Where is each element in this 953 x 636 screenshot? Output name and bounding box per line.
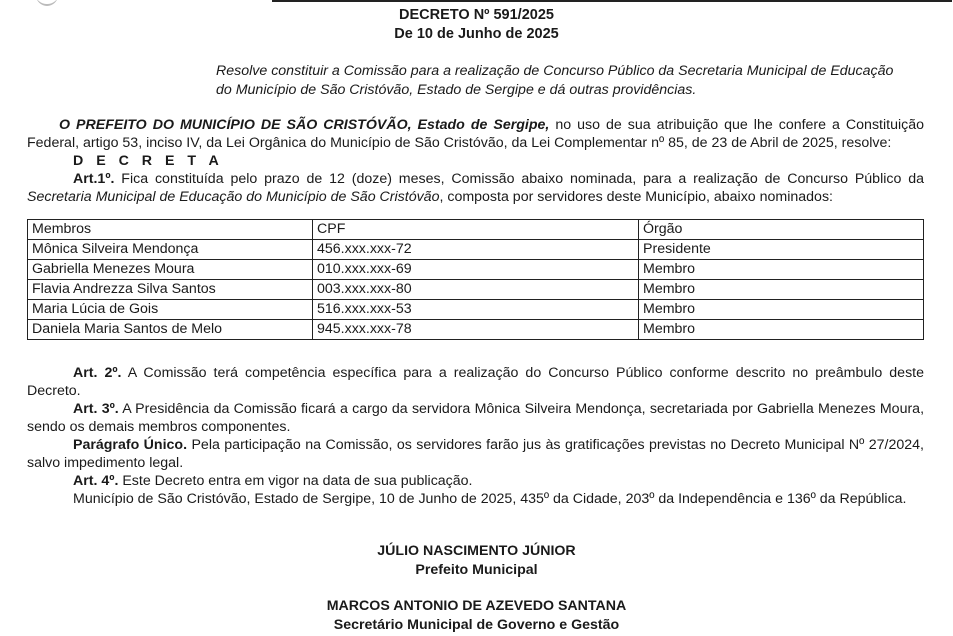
preamble-lead: O PREFEITO DO MUNICÍPIO DE SÃO CRISTÓVÃO, Estado de Sergipe,	[59, 117, 550, 133]
closing-text: Município de São Cristóvão, Estado de Sergipe, 10 de Junho de 2025, 435º da Cidade, 203º da Independência e 136º da República.	[73, 491, 907, 507]
preamble	[27, 116, 924, 152]
closing-line	[27, 490, 924, 508]
cell-cpf: 010.xxx.xxx-69	[313, 260, 639, 280]
decreta: D E C R E T A	[73, 153, 224, 169]
signature-role: Prefeito Municipal	[415, 562, 538, 578]
decree-title: DECRETO Nº 591/2025	[399, 7, 554, 23]
top-rule	[272, 0, 952, 2]
art1-label: Art.1º.	[73, 171, 115, 187]
table-row	[28, 300, 924, 320]
cell-cpf: 456.xxx.xxx-72	[313, 240, 639, 260]
paragrafo-unico	[27, 436, 924, 472]
art1	[27, 170, 924, 206]
cell-cpf: 003.xxx.xxx-80	[313, 280, 639, 300]
paragrafo-label: Parágrafo Único.	[73, 437, 188, 453]
signature-name: JÚLIO NASCIMENTO JÚNIOR	[377, 543, 576, 559]
art3-text: A Presidência da Comissão ficará a cargo da servidora Mônica Silveira Mendonça, secretariada por Gabriella Menezes Moura, sendo os demais membros componentes.	[27, 401, 925, 435]
signature-name: MARCOS ANTONIO DE AZEVEDO SANTANA	[326, 598, 627, 614]
art4-label: Art. 4º.	[73, 473, 119, 489]
header-cpf: CPF	[313, 220, 639, 240]
art2-text: A Comissão terá competência específica para a realização do Concurso Público conforme descrito no preâmbulo deste Decreto.	[27, 365, 925, 399]
table-row	[28, 260, 924, 280]
paragrafo-text: Pela participação na Comissão, os servidores farão jus às gratificações previstas no Decreto Municipal Nº 27/2024, salvo impedimento legal.	[27, 437, 925, 471]
art3-label: Art. 3º.	[73, 401, 119, 417]
cell-role: Membro	[639, 280, 924, 300]
preamble-text: no uso de sua atribuição que lhe confere a Constituição Federal, artigo 53, inciso IV, da Lei Orgânica do Município de São Cristóvão, da Lei Complementar nº 85, de 23 de Abril de 2025, resolve:	[27, 117, 924, 151]
cell-cpf: 516.xxx.xxx-53	[313, 300, 639, 320]
art2	[27, 364, 924, 400]
art4	[27, 472, 924, 490]
ementa	[216, 62, 924, 99]
art1-text-b: , composta por servidores deste Município, abaixo nominados:	[439, 189, 833, 205]
cell-role: Membro	[639, 260, 924, 280]
signature-role: Secretário Municipal de Governo e Gestão	[333, 617, 620, 633]
table-row	[28, 280, 924, 300]
cell-cpf: 945.xxx.xxx-78	[313, 320, 639, 340]
ementa-line-2: do Município de São Cristóvão, Estado de Sergipe e dá outras providências.	[216, 81, 697, 98]
decreta-line	[27, 152, 924, 170]
header-membros: Membros	[28, 220, 313, 240]
cell-role: Membro	[639, 300, 924, 320]
cell-name: Maria Lúcia de Gois	[28, 300, 313, 320]
members-table	[27, 219, 924, 340]
art1-text-a: Fica constituída pelo prazo de 12 (doze) meses, Comissão abaixo nominada, para a realização de Concurso Público da	[114, 171, 924, 187]
cell-name: Flavia Andrezza Silva Santos	[28, 280, 313, 300]
cell-name: Daniela Maria Santos de Melo	[28, 320, 313, 340]
cell-name: Mônica Silveira Mendonça	[28, 240, 313, 260]
cell-role: Membro	[639, 320, 924, 340]
art3	[27, 400, 924, 436]
header-orgao: Órgão	[639, 220, 924, 240]
art2-label: Art. 2º.	[73, 365, 122, 381]
table-row	[28, 240, 924, 260]
decree-date: De 10 de Junho de 2025	[394, 26, 559, 42]
table-header-row	[28, 220, 924, 240]
table-row	[28, 320, 924, 340]
art1-italic: Secretaria Municipal de Educação do Município de São Cristóvão	[27, 189, 440, 205]
cell-role: Presidente	[639, 240, 924, 260]
art4-text: Este Decreto entra em vigor na data de sua publicação.	[118, 473, 473, 489]
cell-name: Gabriella Menezes Moura	[28, 260, 313, 280]
ementa-line-1: Resolve constituir a Comissão para a realização de Concurso Público da Secretaria Municipal de Educação	[216, 63, 894, 79]
logo-fragment	[36, 0, 58, 6]
